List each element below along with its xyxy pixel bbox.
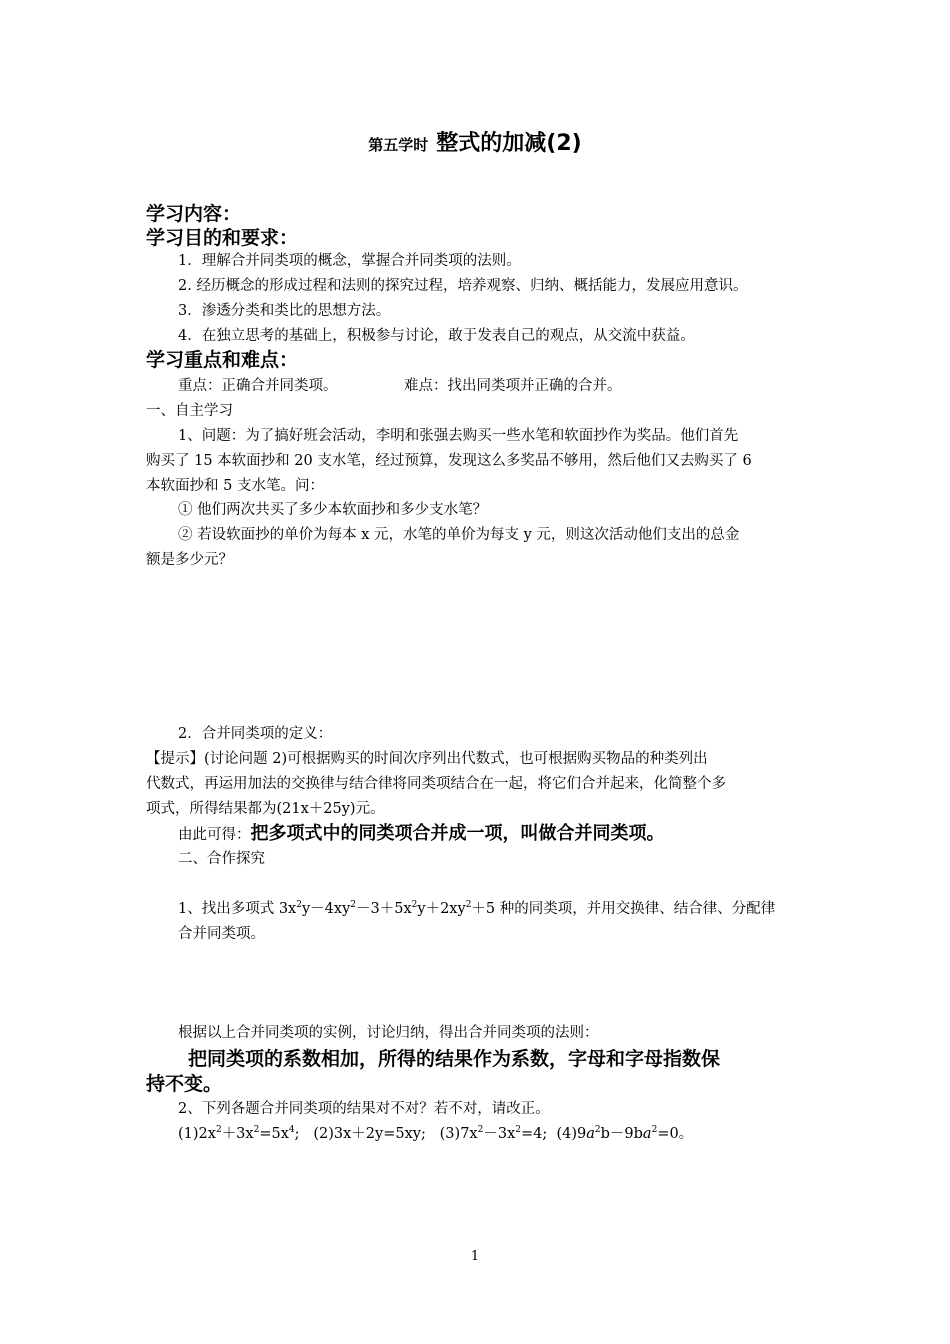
title-main: 整式的加减(2) — [436, 131, 582, 156]
goal-item: 3．渗透分类和类比的思想方法。 — [178, 303, 391, 319]
goal-item: 2. 经历概念的形成过程和法则的探究过程，培养观察、归纳、概括能力，发展应用意识。 — [178, 278, 748, 294]
section-heading-1: 一、自主学习 — [146, 403, 233, 419]
problem-line: 购买了 15 本软面抄和 20 支水笔，经过预算，发现这么多奖品不够用，然后他们又去购买了 6 — [146, 453, 752, 469]
problem-line: 本软面抄和 5 支水笔。问： — [146, 478, 324, 494]
problem-line: 1、问题：为了搞好班会活动，李明和张强去购买一些水笔和软面抄作为奖品。他们首先 — [178, 428, 739, 444]
definition-label: 2．合并同类项的定义： — [178, 726, 333, 742]
rule-line: 持不变。 — [146, 1073, 223, 1095]
section-heading-2: 二、合作探究 — [178, 851, 265, 867]
document-title — [0, 131, 950, 156]
difficult-point: 难点：找出同类项并正确的合并。 — [404, 378, 622, 394]
rule-line: 把同类项的系数相加，所得的结果作为系数，字母和字母指数保 — [188, 1048, 721, 1070]
exercise-2: 2、下列各题合并同类项的结果对不对？若不对，请改正。 — [178, 1101, 550, 1117]
hint-line: 项式，所得结果都为(21x＋25y)元。 — [146, 801, 385, 817]
conclusion — [178, 824, 665, 845]
rule-intro: 根据以上合并同类项的实例，讨论归纳，得出合并同类项的法则： — [178, 1025, 599, 1041]
question-1: ① 他们两次共买了多少本软面抄和多少支水笔？ — [178, 502, 488, 518]
page-number: 1 — [470, 1249, 480, 1264]
goal-item: 4．在独立思考的基础上，积极参与讨论，敢于发表自己的观点，从交流中获益。 — [178, 328, 695, 344]
hint-line: 代数式，再运用加法的交换律与结合律将同类项结合在一起，将它们合并起来，化简整个多 — [146, 776, 726, 792]
heading-goals: 学习目的和要求： — [146, 227, 299, 249]
exercise-1-line2: 合并同类项。 — [178, 926, 265, 942]
hint-line: 【提示】(讨论问题 2)可根据购买的时间次序列出代数式，也可根据购买物品的种类列出 — [146, 751, 708, 767]
goal-item: 1．理解合并同类项的概念，掌握合并同类项的法则。 — [178, 253, 521, 269]
conclusion-definition: 把多项式中的同类项合并成一项，叫做合并同类项。 — [250, 823, 665, 844]
conclusion-prefix: 由此可得： — [178, 827, 251, 843]
question-2-line: ② 若设软面抄的单价为每本 x 元，水笔的单价为每支 y 元，则这次活动他们支出的总金 — [178, 527, 740, 543]
exercise-1: 1、找出多项式 $3x^2y-4xy^2-3+5x^2y+2xy^2+5$ 种的同类项，并用交换律、结合律、分配律 — [178, 900, 776, 917]
exercise-2-items: $(1)2x^2+3x^2=5x^4$; (2)3x＋2y=5xy; $(3)7x^2-3x^2=4$; $(4)9a^2b-9ba^2=0$。 — [178, 1125, 694, 1142]
title-prefix: 第五学时 — [368, 136, 429, 154]
question-2-line: 额是多少元？ — [146, 552, 233, 568]
key-point: 重点：正确合并同类项。 — [178, 378, 338, 394]
heading-keypoints: 学习重点和难点： — [146, 349, 299, 371]
heading-content: 学习内容： — [146, 203, 242, 225]
